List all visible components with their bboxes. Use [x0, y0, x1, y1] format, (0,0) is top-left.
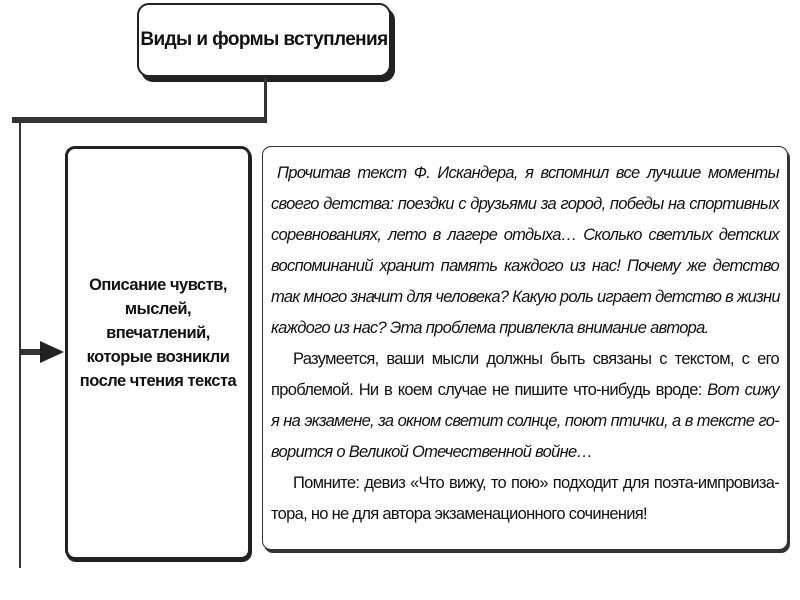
connector-vertical-left	[19, 120, 21, 568]
category-line: Описание чувств,	[89, 276, 227, 294]
paragraph-line: Помните: девиз «Что вижу, то пою» подходит для поэта-импровиза-	[293, 474, 779, 492]
diagram-title: Виды и формы вступления	[140, 29, 388, 50]
connector-horizontal	[12, 117, 267, 123]
paragraph-line: Разумеется, ваши мысли должны быть связаны с текстом, с его	[293, 350, 779, 368]
paragraph-line: я на экзамене, за окном светит солнце, поют птички, а в тексте го-	[271, 412, 779, 430]
text-regular: проблемой. Ни в коем случае не пишите что-нибудь вроде:	[271, 381, 708, 399]
text-italic: Вот сижу	[707, 381, 780, 399]
example-line: Прочитав текст Ф. Искандера, я вспомнил все лучшие моменты	[277, 164, 779, 182]
paragraph-line	[271, 375, 779, 406]
example-line: так много значит для человека? Какую роль играет детство в жизни	[271, 288, 780, 306]
example-line: каждого из нас? Эта проблема привлекла внимание автора.	[271, 319, 709, 337]
title-box	[137, 3, 391, 77]
example-line: своего детства: поездки с друзьями за город, победы на спортивных	[271, 195, 779, 213]
category-label	[68, 273, 248, 393]
example-line: воспоминаний хранит память каждого из нас! Почему же детство	[271, 257, 779, 275]
paragraph-line: ворится о Великой Отечественной войне…	[271, 443, 593, 461]
category-line: которые возникли	[86, 348, 230, 366]
arrow-head-icon	[40, 341, 64, 363]
paragraph-line: тора, но не для автора экзаменационного сочинения!	[271, 505, 647, 523]
example-box	[262, 146, 788, 550]
category-box	[65, 146, 251, 560]
category-line: после чтения текста	[79, 372, 237, 390]
connector-vertical-top	[264, 78, 267, 122]
category-line: впечатлений,	[106, 324, 210, 342]
example-line: соревнованиях, лето в лагере отдыха… Сколько светлых детских	[271, 226, 779, 244]
category-line: мыслей,	[124, 300, 192, 318]
